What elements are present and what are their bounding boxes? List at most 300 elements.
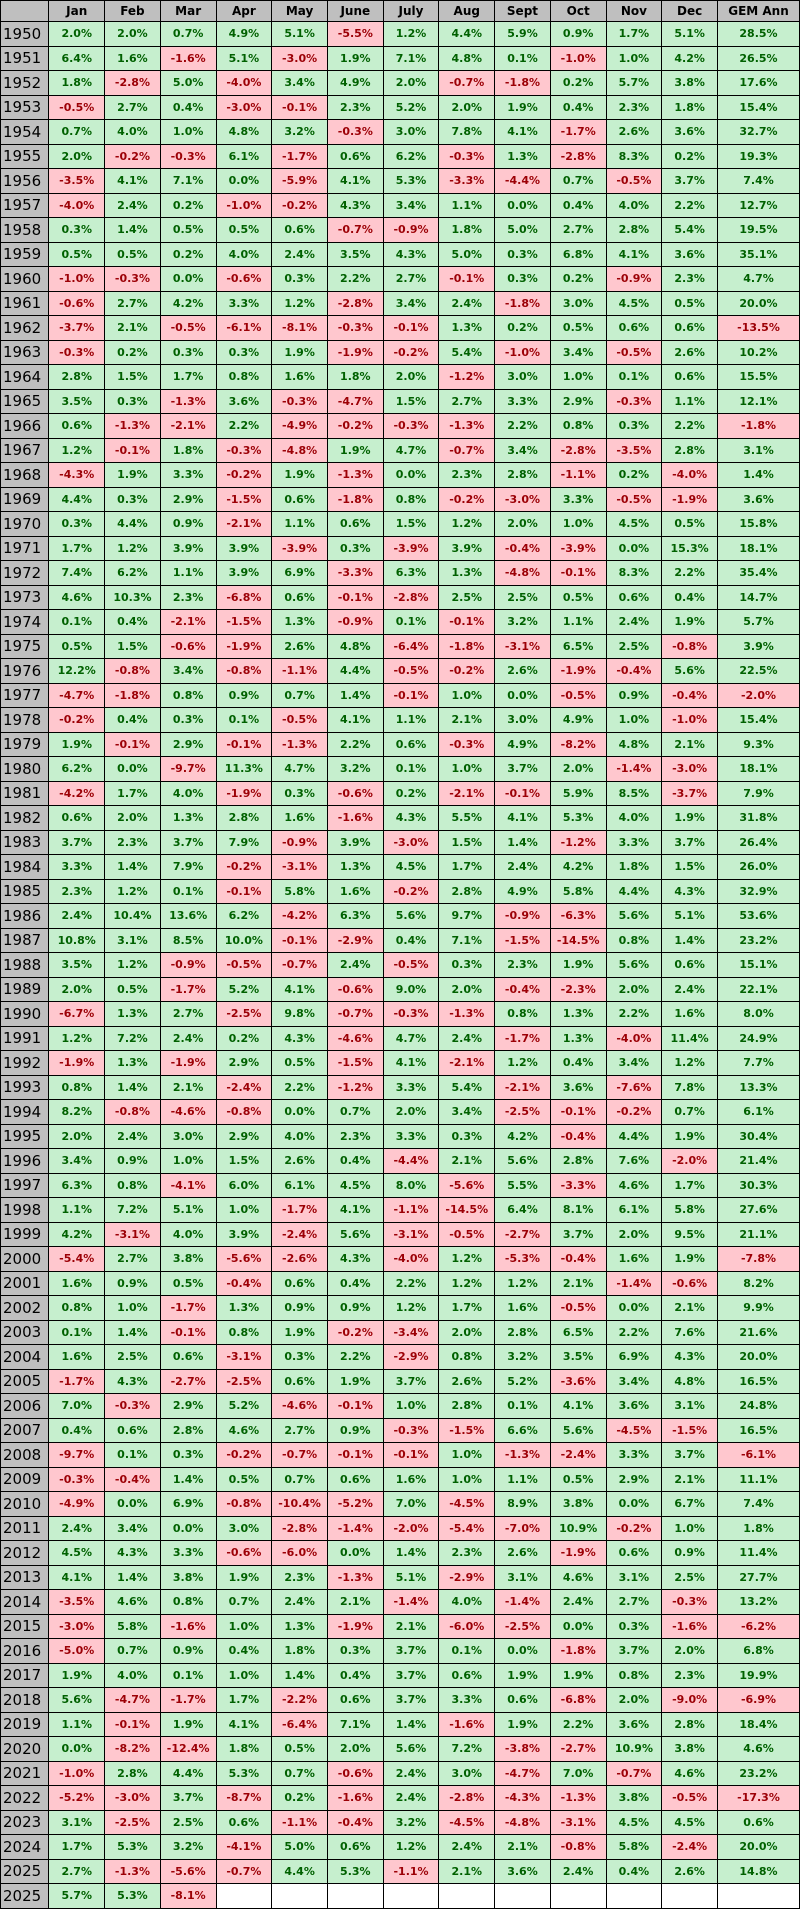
year-cell: 2005 — [1, 1369, 49, 1394]
year-cell: 1967 — [1, 438, 49, 463]
return-cell: 3.2% — [383, 1810, 439, 1835]
return-cell: 1.9% — [160, 1712, 216, 1737]
annual-return-cell: 26.0% — [717, 855, 799, 880]
return-cell: 0.0% — [160, 1516, 216, 1541]
return-cell — [383, 1884, 439, 1909]
return-cell: 3.7% — [495, 757, 551, 782]
table-row — [1, 1296, 800, 1321]
table-row — [1, 1614, 800, 1639]
return-cell: -1.3% — [105, 414, 161, 439]
year-cell: 1975 — [1, 634, 49, 659]
return-cell: 1.7% — [606, 22, 662, 47]
year-cell: 2012 — [1, 1541, 49, 1566]
return-cell: 0.1% — [495, 46, 551, 71]
return-cell: 3.2% — [495, 610, 551, 635]
return-cell: 2.4% — [383, 1786, 439, 1811]
table-row — [1, 585, 800, 610]
return-cell: -1.3% — [550, 1786, 606, 1811]
return-cell: 3.9% — [216, 536, 272, 561]
return-cell: -1.8% — [550, 1639, 606, 1664]
year-cell: 1979 — [1, 732, 49, 757]
return-cell: -4.2% — [272, 904, 328, 929]
year-cell: 1971 — [1, 536, 49, 561]
return-cell: 1.2% — [662, 1051, 718, 1076]
return-cell: 0.3% — [160, 708, 216, 733]
return-cell: 1.4% — [105, 855, 161, 880]
return-cell: 1.3% — [495, 144, 551, 169]
return-cell: 0.5% — [49, 242, 105, 267]
return-cell: 0.5% — [550, 316, 606, 341]
table-row — [1, 1565, 800, 1590]
return-cell: 5.8% — [606, 1835, 662, 1860]
annual-return-cell: 6.1% — [717, 1100, 799, 1125]
table-row — [1, 193, 800, 218]
return-cell: 2.7% — [105, 291, 161, 316]
return-cell: 2.2% — [327, 267, 383, 292]
return-cell: 3.8% — [550, 1492, 606, 1517]
return-cell: -2.0% — [662, 1149, 718, 1174]
return-cell: 0.9% — [160, 1639, 216, 1664]
return-cell: -3.0% — [662, 757, 718, 782]
annual-return-cell: 23.2% — [717, 1761, 799, 1786]
annual-return-cell: 15.5% — [717, 365, 799, 390]
return-cell: 0.0% — [105, 757, 161, 782]
return-cell: 1.2% — [495, 1051, 551, 1076]
return-cell: 2.0% — [49, 977, 105, 1002]
return-cell: 0.1% — [160, 879, 216, 904]
return-cell: 1.9% — [105, 463, 161, 488]
return-cell: 0.0% — [49, 1737, 105, 1762]
return-cell: 1.8% — [216, 1737, 272, 1762]
return-cell: 1.2% — [383, 22, 439, 47]
return-cell: 10.3% — [105, 585, 161, 610]
return-cell: -0.1% — [327, 1394, 383, 1419]
return-cell: 4.1% — [216, 1712, 272, 1737]
return-cell: -0.1% — [439, 267, 495, 292]
annual-return-cell: 31.8% — [717, 806, 799, 831]
return-cell: -3.4% — [383, 1320, 439, 1345]
return-cell: 0.7% — [216, 1590, 272, 1615]
annual-return-cell: 3.9% — [717, 634, 799, 659]
return-cell: 0.0% — [606, 536, 662, 561]
year-cell: 1958 — [1, 218, 49, 243]
return-cell: 2.0% — [49, 1124, 105, 1149]
annual-return-cell: 11.1% — [717, 1467, 799, 1492]
return-cell: 1.7% — [49, 1835, 105, 1860]
annual-return-cell: -17.3% — [717, 1786, 799, 1811]
table-row — [1, 561, 800, 586]
return-cell: 0.3% — [216, 340, 272, 365]
return-cell: -10.4% — [272, 1492, 328, 1517]
return-cell: -0.6% — [327, 1761, 383, 1786]
return-cell: 1.2% — [383, 1296, 439, 1321]
return-cell: 2.7% — [160, 1002, 216, 1027]
return-cell: 4.0% — [105, 120, 161, 145]
table-row — [1, 536, 800, 561]
return-cell: 0.4% — [383, 928, 439, 953]
return-cell: 0.4% — [327, 1271, 383, 1296]
annual-return-cell: 15.4% — [717, 95, 799, 120]
return-cell: -2.7% — [495, 1222, 551, 1247]
return-cell: 3.3% — [216, 291, 272, 316]
return-cell: 1.4% — [327, 683, 383, 708]
return-cell: 7.6% — [606, 1149, 662, 1174]
return-cell: 2.9% — [216, 1051, 272, 1076]
return-cell: 4.0% — [216, 242, 272, 267]
return-cell: -0.9% — [160, 953, 216, 978]
return-cell: 4.2% — [550, 855, 606, 880]
return-cell: -0.1% — [105, 1712, 161, 1737]
year-cell: 2017 — [1, 1663, 49, 1688]
table-row — [1, 1369, 800, 1394]
return-cell: 3.7% — [662, 830, 718, 855]
table-row — [1, 1688, 800, 1713]
return-cell: 1.9% — [662, 1247, 718, 1272]
return-cell: 0.8% — [550, 414, 606, 439]
return-cell: -4.0% — [662, 463, 718, 488]
return-cell: 5.9% — [550, 781, 606, 806]
return-cell: 1.1% — [439, 193, 495, 218]
return-cell: 1.4% — [160, 1467, 216, 1492]
return-cell: -1.6% — [662, 1614, 718, 1639]
return-cell: 3.9% — [160, 536, 216, 561]
return-cell: -1.7% — [160, 1296, 216, 1321]
return-cell: 1.3% — [550, 1026, 606, 1051]
return-cell: 0.5% — [49, 634, 105, 659]
return-cell: -1.3% — [327, 1565, 383, 1590]
return-cell: -1.3% — [105, 1859, 161, 1884]
year-cell: 1986 — [1, 904, 49, 929]
annual-return-cell: 7.9% — [717, 781, 799, 806]
return-cell: 5.8% — [105, 1614, 161, 1639]
return-cell: 4.5% — [606, 512, 662, 537]
return-cell: -4.9% — [272, 414, 328, 439]
return-cell: 4.2% — [662, 46, 718, 71]
table-row — [1, 438, 800, 463]
return-cell: -0.3% — [216, 438, 272, 463]
return-cell: 2.7% — [49, 1859, 105, 1884]
return-cell: 2.0% — [439, 95, 495, 120]
return-cell: 3.3% — [160, 463, 216, 488]
return-cell: 2.2% — [272, 1075, 328, 1100]
return-cell: 6.7% — [662, 1492, 718, 1517]
return-cell: 1.5% — [383, 512, 439, 537]
return-cell: -0.8% — [662, 634, 718, 659]
return-cell: 1.0% — [439, 1443, 495, 1468]
return-cell: 2.8% — [439, 1394, 495, 1419]
return-cell: 0.5% — [550, 1467, 606, 1492]
annual-return-cell: 24.9% — [717, 1026, 799, 1051]
return-cell: -3.1% — [383, 1222, 439, 1247]
return-cell: -0.5% — [160, 316, 216, 341]
year-cell: 1993 — [1, 1075, 49, 1100]
return-cell: 4.9% — [495, 879, 551, 904]
return-cell: -5.6% — [439, 1173, 495, 1198]
return-cell: 0.3% — [272, 781, 328, 806]
return-cell: -0.6% — [327, 977, 383, 1002]
return-cell: -0.4% — [550, 1124, 606, 1149]
return-cell: -4.5% — [439, 1810, 495, 1835]
annual-return-cell: 18.1% — [717, 757, 799, 782]
return-cell: 5.2% — [495, 1369, 551, 1394]
return-cell: 2.3% — [662, 1663, 718, 1688]
return-cell: 2.1% — [383, 1614, 439, 1639]
return-cell: 0.5% — [216, 218, 272, 243]
return-cell — [216, 1884, 272, 1909]
return-cell: 0.2% — [383, 781, 439, 806]
return-cell: 1.9% — [495, 95, 551, 120]
return-cell: -5.0% — [49, 1639, 105, 1664]
return-cell: -12.4% — [160, 1737, 216, 1762]
table-row — [1, 1810, 800, 1835]
table-row — [1, 95, 800, 120]
return-cell: 2.0% — [439, 977, 495, 1002]
return-cell: -0.7% — [439, 438, 495, 463]
return-cell: -0.6% — [327, 781, 383, 806]
annual-return-cell: -6.2% — [717, 1614, 799, 1639]
return-cell: -1.7% — [272, 1198, 328, 1223]
return-cell: 0.0% — [272, 1100, 328, 1125]
return-cell: 5.0% — [439, 242, 495, 267]
return-cell: 0.9% — [606, 683, 662, 708]
return-cell: 1.1% — [49, 1198, 105, 1223]
annual-return-cell: 30.4% — [717, 1124, 799, 1149]
return-cell: 3.2% — [495, 1345, 551, 1370]
header-may: May — [272, 1, 328, 22]
table-row — [1, 316, 800, 341]
return-cell: 2.1% — [495, 1835, 551, 1860]
return-cell: 2.0% — [49, 144, 105, 169]
return-cell: 2.8% — [495, 1320, 551, 1345]
return-cell: -0.7% — [327, 1002, 383, 1027]
return-cell: 1.0% — [662, 1516, 718, 1541]
return-cell: 4.9% — [216, 22, 272, 47]
return-cell: 0.1% — [160, 1663, 216, 1688]
return-cell: 1.0% — [216, 1198, 272, 1223]
return-cell: -1.3% — [327, 463, 383, 488]
return-cell: 5.1% — [272, 22, 328, 47]
return-cell: 0.8% — [105, 1173, 161, 1198]
return-cell: 1.6% — [272, 365, 328, 390]
return-cell: -3.5% — [49, 169, 105, 194]
return-cell: 1.9% — [662, 1124, 718, 1149]
return-cell: -4.0% — [49, 193, 105, 218]
return-cell: 7.2% — [105, 1198, 161, 1223]
return-cell: -1.3% — [160, 389, 216, 414]
year-cell: 1956 — [1, 169, 49, 194]
return-cell: 2.4% — [272, 242, 328, 267]
return-cell: 2.5% — [606, 634, 662, 659]
return-cell: 4.0% — [439, 1590, 495, 1615]
return-cell: 0.6% — [606, 585, 662, 610]
return-cell: -0.2% — [216, 463, 272, 488]
return-cell: 1.2% — [439, 1247, 495, 1272]
return-cell: 1.3% — [439, 561, 495, 586]
return-cell: -0.3% — [49, 340, 105, 365]
return-cell: -6.0% — [272, 1541, 328, 1566]
return-cell: -5.2% — [49, 1786, 105, 1811]
return-cell: 3.0% — [439, 1761, 495, 1786]
return-cell: -5.5% — [327, 22, 383, 47]
return-cell: 2.3% — [439, 1541, 495, 1566]
annual-return-cell: 4.7% — [717, 267, 799, 292]
return-cell: 1.2% — [439, 512, 495, 537]
return-cell: -3.7% — [662, 781, 718, 806]
return-cell: 0.0% — [216, 169, 272, 194]
table-row — [1, 1590, 800, 1615]
return-cell: -1.7% — [49, 1369, 105, 1394]
annual-return-cell: 9.9% — [717, 1296, 799, 1321]
return-cell: 1.1% — [662, 389, 718, 414]
return-cell: -1.8% — [495, 71, 551, 96]
return-cell: 1.2% — [49, 438, 105, 463]
return-cell: 1.9% — [49, 1663, 105, 1688]
return-cell: -3.0% — [49, 1614, 105, 1639]
return-cell: 1.7% — [439, 1296, 495, 1321]
return-cell: 4.3% — [383, 806, 439, 831]
return-cell: 4.7% — [383, 438, 439, 463]
return-cell: -14.5% — [550, 928, 606, 953]
return-cell: 0.0% — [160, 267, 216, 292]
return-cell: -0.2% — [327, 414, 383, 439]
year-cell: 1989 — [1, 977, 49, 1002]
return-cell: -0.1% — [383, 316, 439, 341]
return-cell: 5.6% — [327, 1222, 383, 1247]
return-cell: 2.1% — [550, 1271, 606, 1296]
return-cell: 5.2% — [216, 1394, 272, 1419]
return-cell: 0.7% — [662, 1100, 718, 1125]
return-cell: -1.1% — [550, 463, 606, 488]
return-cell: 2.6% — [495, 659, 551, 684]
return-cell: 0.0% — [495, 683, 551, 708]
return-cell: 3.4% — [272, 71, 328, 96]
return-cell: -0.5% — [439, 1222, 495, 1247]
return-cell: -0.5% — [216, 953, 272, 978]
table-row — [1, 1173, 800, 1198]
return-cell: 0.7% — [272, 1761, 328, 1786]
return-cell: 2.8% — [495, 463, 551, 488]
return-cell: 0.3% — [606, 414, 662, 439]
return-cell: 1.9% — [327, 1369, 383, 1394]
return-cell: -6.4% — [383, 634, 439, 659]
return-cell: 3.2% — [327, 757, 383, 782]
return-cell: 1.7% — [160, 365, 216, 390]
return-cell: 1.0% — [105, 1296, 161, 1321]
return-cell: 1.9% — [272, 1320, 328, 1345]
return-cell: 2.6% — [662, 340, 718, 365]
table-row — [1, 144, 800, 169]
return-cell: -0.6% — [216, 267, 272, 292]
return-cell — [662, 1884, 718, 1909]
year-cell: 2022 — [1, 1786, 49, 1811]
annual-return-cell: 14.7% — [717, 585, 799, 610]
return-cell: -9.0% — [662, 1688, 718, 1713]
return-cell: 12.2% — [49, 659, 105, 684]
return-cell: 2.5% — [105, 1345, 161, 1370]
return-cell: 3.1% — [495, 1565, 551, 1590]
return-cell: 1.6% — [105, 46, 161, 71]
return-cell: 0.9% — [550, 22, 606, 47]
year-cell: 2016 — [1, 1639, 49, 1664]
return-cell: -0.3% — [327, 120, 383, 145]
return-cell: 0.6% — [272, 487, 328, 512]
return-cell: 0.8% — [216, 365, 272, 390]
return-cell: -2.8% — [105, 71, 161, 96]
return-cell: -1.6% — [327, 806, 383, 831]
return-cell: 0.8% — [160, 1590, 216, 1615]
return-cell — [272, 1884, 328, 1909]
return-cell: 2.2% — [606, 1320, 662, 1345]
return-cell: -0.5% — [606, 169, 662, 194]
annual-return-cell: 8.0% — [717, 1002, 799, 1027]
annual-return-cell: 26.4% — [717, 830, 799, 855]
return-cell: 2.5% — [662, 1565, 718, 1590]
return-cell: 2.4% — [439, 1026, 495, 1051]
return-cell: 0.2% — [160, 242, 216, 267]
return-cell: 2.2% — [327, 1345, 383, 1370]
year-cell: 1984 — [1, 855, 49, 880]
return-cell: -1.8% — [327, 487, 383, 512]
return-cell: -0.1% — [105, 732, 161, 757]
year-cell: 2008 — [1, 1443, 49, 1468]
header-july: July — [383, 1, 439, 22]
return-cell: 3.4% — [383, 291, 439, 316]
table-row — [1, 365, 800, 390]
return-cell: 1.6% — [662, 1002, 718, 1027]
return-cell: 3.6% — [606, 1712, 662, 1737]
year-cell: 1957 — [1, 193, 49, 218]
return-cell: -3.0% — [272, 46, 328, 71]
annual-return-cell: 26.5% — [717, 46, 799, 71]
return-cell: 2.6% — [272, 634, 328, 659]
return-cell: 2.6% — [662, 1859, 718, 1884]
return-cell: 5.1% — [662, 22, 718, 47]
corner-cell — [1, 1, 49, 22]
return-cell: 0.3% — [49, 218, 105, 243]
return-cell: 2.0% — [105, 806, 161, 831]
return-cell: 1.0% — [606, 46, 662, 71]
table-row — [1, 1541, 800, 1566]
return-cell: 2.2% — [383, 1271, 439, 1296]
return-cell: 7.1% — [383, 46, 439, 71]
return-cell: 1.3% — [216, 1296, 272, 1321]
return-cell: -4.0% — [383, 1247, 439, 1272]
return-cell: 5.3% — [327, 1859, 383, 1884]
return-cell: 2.0% — [105, 22, 161, 47]
return-cell: -2.8% — [439, 1786, 495, 1811]
return-cell: 3.4% — [606, 1369, 662, 1394]
annual-return-cell: -13.5% — [717, 316, 799, 341]
return-cell: 3.9% — [327, 830, 383, 855]
return-cell: 4.6% — [550, 1565, 606, 1590]
return-cell: 3.3% — [606, 1443, 662, 1468]
return-cell: 5.8% — [550, 879, 606, 904]
return-cell: 3.9% — [439, 536, 495, 561]
return-cell: 1.2% — [383, 1835, 439, 1860]
return-cell: 3.1% — [105, 928, 161, 953]
return-cell: 0.0% — [495, 193, 551, 218]
return-cell: -8.7% — [216, 1786, 272, 1811]
table-row — [1, 1149, 800, 1174]
return-cell: 3.8% — [160, 1565, 216, 1590]
return-cell: 6.2% — [49, 757, 105, 782]
year-cell: 1992 — [1, 1051, 49, 1076]
return-cell: 1.9% — [550, 1663, 606, 1688]
return-cell: 9.8% — [272, 1002, 328, 1027]
return-cell: 1.4% — [105, 1565, 161, 1590]
return-cell: -1.3% — [495, 1443, 551, 1468]
year-cell: 1955 — [1, 144, 49, 169]
